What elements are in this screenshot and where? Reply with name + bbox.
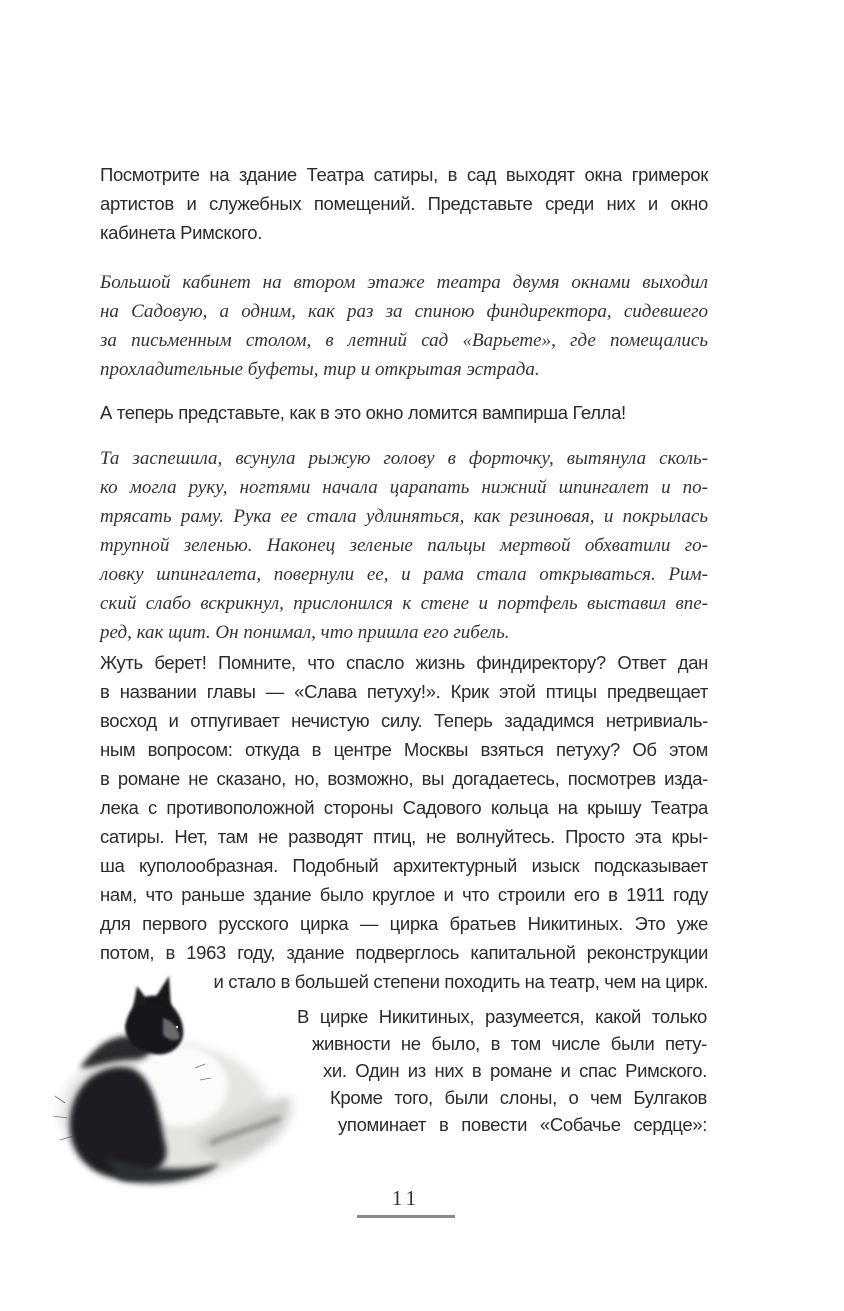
paragraph-gella	[100, 398, 708, 427]
text-line: сатиры. Нет, там не разводят птиц, не волнуйтесь. Просто эта кры-	[100, 826, 708, 847]
text-line: кабинета Римского.	[100, 222, 263, 243]
quote-line: ко могла руку, ногтями начала царапать нижний шпингалет и по-	[100, 477, 708, 498]
quote-line: трупной зеленью. Наконец зеленые пальцы мертвой обхватили го-	[100, 535, 708, 556]
quote-line: ловку шпингалета, повернули ее, и рама стала открываться. Рим-	[100, 564, 708, 585]
text-line: артистов и служебных помещений. Представьте среди них и окно	[100, 193, 708, 214]
text-line: в названии главы — «Слава петуху!». Крик этой птицы предвещает	[100, 681, 708, 702]
page-number-rule	[357, 1215, 455, 1218]
quote-window	[100, 444, 708, 647]
text-line: ша куполообразная. Подобный архитектурный изыск подсказывает	[100, 855, 708, 876]
cat-illustration	[45, 968, 305, 1193]
text-line: Жуть берет! Помните, что спасло жизнь финдиректору? Ответ дан	[100, 652, 708, 673]
text-line: и стало в большей степени походить на театр, чем на цирк.	[213, 971, 708, 992]
text-line: лека с противоположной стороны Садового кольца на крышу Театра	[100, 797, 708, 818]
quote-line: на Садовую, а одним, как раз за спиною финдиректора, сидевшего	[100, 301, 708, 322]
text-line: упоминает в повести «Собачье сердце»:	[338, 1114, 707, 1135]
quote-line: Та заспешила, всунула рыжую голову в форточку, вытянула сколь-	[100, 448, 708, 469]
text-line: ным вопросом: откуда в центре Москвы взяться петуху? Об этом	[100, 739, 708, 760]
quote-line: прохладительные буфеты, тир и открытая эстрада.	[100, 359, 540, 380]
paragraph-circus	[297, 1003, 707, 1138]
quote-office	[100, 268, 708, 384]
quote-line: ред, как щит. Он понимал, что пришла его гибель.	[100, 622, 510, 643]
text-line: потом, в 1963 году, здание подверглось капитальной реконструкции	[100, 942, 708, 963]
text-line: нам, что раньше здание было круглое и что строили его в 1911 году	[100, 884, 708, 905]
quote-line: трясать раму. Рука ее стала удлиняться, как резиновая, и покрылась	[100, 506, 708, 527]
page-number: 11	[391, 1186, 421, 1210]
quote-line: за письменным столом, в летний сад «Варьете», где помещались	[100, 330, 708, 351]
quote-line: ский слабо вскрикнул, прислонился к стене и портфель выставил впе-	[100, 593, 708, 614]
text-line: в романе не сказано, но, возможно, вы догадаетесь, посмотрев изда-	[100, 768, 708, 789]
text-line: А теперь представьте, как в это окно ломится вампирша Гелла!	[100, 402, 626, 423]
text-line: хи. Один из них в романе и спас Римского.	[323, 1060, 707, 1081]
quote-line: Большой кабинет на втором этаже театра двумя окнами выходил	[100, 272, 708, 293]
text-line: для первого русского цирка — цирка братьев Никитиных. Это уже	[100, 913, 708, 934]
paragraph-rooster	[100, 648, 708, 996]
text-line: В цирке Никитиных, разумеется, какой только	[297, 1006, 707, 1027]
text-line: Посмотрите на здание Театра сатиры, в сад выходят окна гримерок	[100, 164, 708, 185]
paragraph-intro	[100, 160, 708, 247]
text-line: восход и отпугивает нечистую силу. Теперь зададимся нетривиаль-	[100, 710, 708, 731]
text-line: Кроме того, были слоны, о чем Булгаков	[330, 1087, 707, 1108]
text-line: живности не было, в том числе были пету-	[312, 1033, 707, 1054]
